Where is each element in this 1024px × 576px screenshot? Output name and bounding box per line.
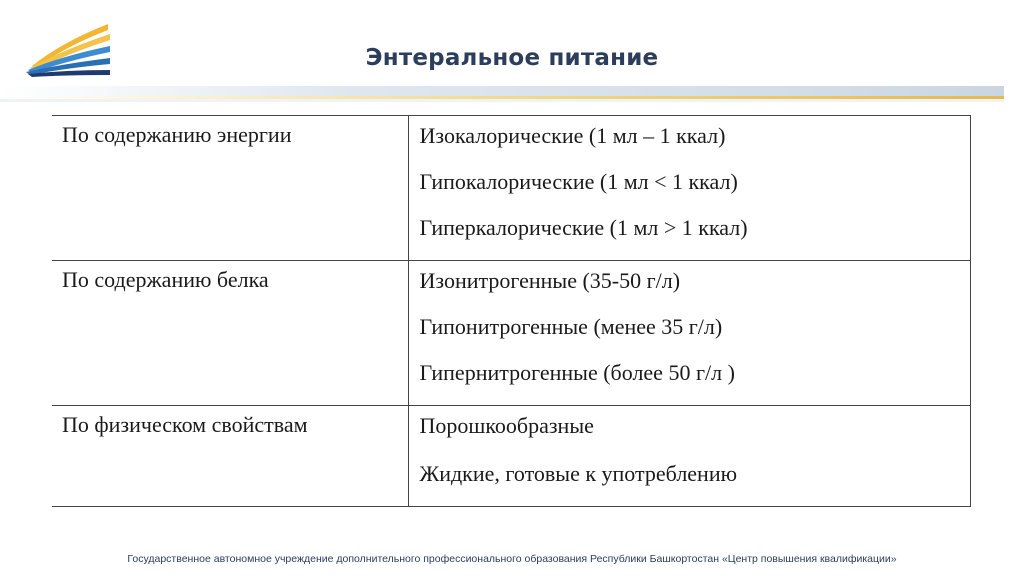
table-value: Изонитрогенные (35-50 г/л): [419, 268, 681, 293]
table-value: Гипонитрогенные (менее 35 г/л): [419, 314, 723, 339]
slide-title: Энтеральное питание: [365, 45, 659, 71]
footer-organization-name: Государственное автономное учреждение дополнительного профессионального образования Республики Башкортостан «Центр повышения квалификации»: [127, 553, 897, 565]
table-cell-category: По физическом свойствам: [52, 406, 408, 507]
table-row: [52, 116, 970, 261]
table-value: Гипокалорические (1 мл < 1 ккал): [419, 169, 738, 194]
table-cell-category: По содержанию энергии: [52, 116, 408, 261]
table-value: Порошкообразные: [419, 413, 594, 438]
table-value: Гипернитрогенные (более 50 г/л ): [419, 360, 735, 385]
table-cell-values: [408, 116, 970, 261]
table-cell-values: [408, 261, 970, 406]
table-value: Изокалорические (1 мл – 1 ккал): [419, 123, 726, 148]
table-cell-values: [408, 406, 970, 507]
table-value: Жидкие, готовые к употреблению: [419, 461, 738, 486]
enteral-nutrition-table: [52, 115, 970, 487]
table-value: Гиперкалорические (1 мл > 1 ккал): [419, 215, 748, 240]
table-row: [52, 261, 970, 406]
table-row: [52, 406, 970, 507]
header-divider-band: [0, 86, 1004, 102]
table-cell-category: По содержанию белка: [52, 261, 408, 406]
